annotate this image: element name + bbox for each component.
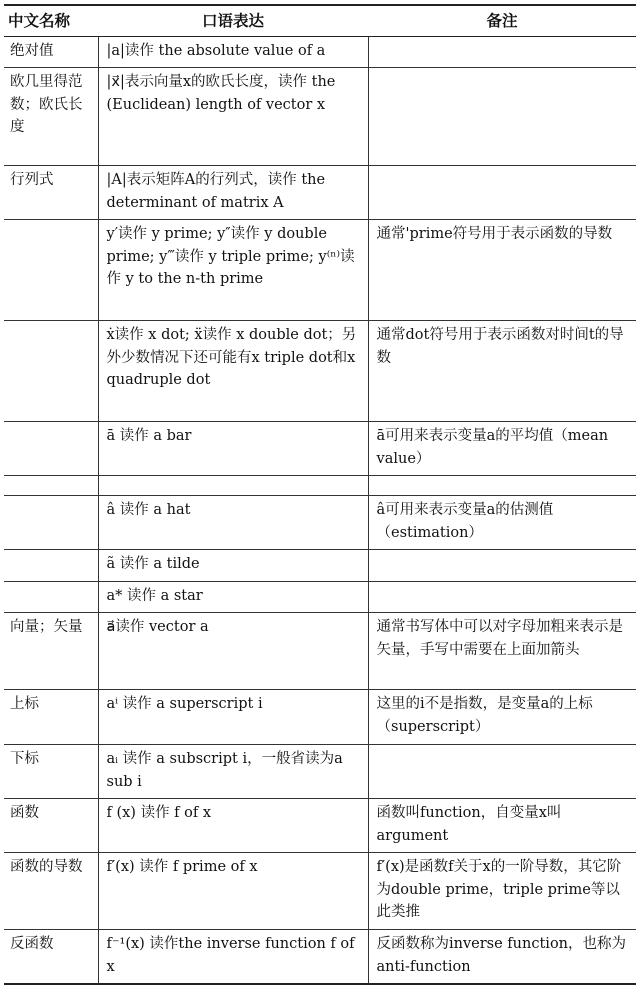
table-row [4,930,636,984]
row-name: 下标 [4,745,98,799]
row-note: ā可用来表示变量a的平均值（mean value） [368,422,636,476]
row-name: 绝对值 [4,37,98,68]
row-name [4,422,98,476]
table-row [4,799,636,853]
row-name: 反函数 [4,930,98,984]
row-expression: ã 读作 a tilde [98,550,368,581]
row-note: 这里的i不是指数，是变量a的上标（superscript） [368,690,636,745]
table-row [4,422,636,476]
row-name: 函数 [4,799,98,853]
table-row [4,690,636,745]
row-name: 向量；矢量 [4,613,98,690]
row-name [4,496,98,550]
row-expression: |a|读作 the absolute value of a [98,37,368,68]
row-note: â可用来表示变量a的估测值（estimation） [368,496,636,550]
header-note: 备注 [368,5,636,37]
row-name [4,581,98,612]
row-expression: a* 读作 a star [98,581,368,612]
table-row [4,37,636,68]
table-row [4,68,636,166]
row-name: 上标 [4,690,98,745]
row-expression: ā 读作 a bar [98,422,368,476]
row-expression: f⁻¹(x) 读作the inverse function f of x [98,930,368,984]
row-note [368,745,636,799]
math-expression-table [4,4,636,985]
row-note [368,581,636,612]
table-row [4,853,636,930]
table-row [4,220,636,321]
row-note: f′(x)是函数f关于x的一阶导数，其它阶为double prime，triple prime等以此类推 [368,853,636,930]
row-note: 反函数称为inverse function，也称为anti-function [368,930,636,984]
table-row [4,166,636,220]
header-expression: 口语表达 [98,5,368,37]
row-note [368,166,636,220]
row-name: 函数的导数 [4,853,98,930]
table-row [4,745,636,799]
row-name [4,220,98,321]
row-name [4,550,98,581]
row-expression: y′读作 y prime; y″读作 y double prime; y‴读作 y triple prime; y⁽ⁿ⁾读作 y to the n-th prime [98,220,368,321]
row-note [368,68,636,166]
row-expression: a⃗读作 vector a [98,613,368,690]
row-note: 通常'prime符号用于表示函数的导数 [368,220,636,321]
row-expression: aⁱ 读作 a superscript i [98,690,368,745]
row-expression: |x⃗|表示向量x的欧氏长度，读作 the (Euclidean) length of vector x [98,68,368,166]
table-row [4,550,636,581]
row-note: 通常dot符号用于表示函数对时间t的导数 [368,321,636,422]
row-expression: â 读作 a hat [98,496,368,550]
row-expression: aᵢ 读作 a subscript i，一般省读为a sub i [98,745,368,799]
header-row [4,5,636,37]
row-note [368,550,636,581]
header-name: 中文名称 [4,5,98,37]
table-row [4,496,636,550]
table-row [4,581,636,612]
row-note: 函数叫function，自变量x叫argument [368,799,636,853]
row-expression: f′(x) 读作 f prime of x [98,853,368,930]
row-name: 行列式 [4,166,98,220]
row-note [368,37,636,68]
table-row [4,321,636,422]
row-name: 欧几里得范数；欧氏长度 [4,68,98,166]
table-spacer-row [4,476,636,496]
row-expression: f (x) 读作 f of x [98,799,368,853]
row-note: 通常书写体中可以对字母加粗来表示是矢量，手写中需要在上面加箭头 [368,613,636,690]
row-name [4,321,98,422]
table-row [4,613,636,690]
row-expression: ẋ读作 x dot; ẍ读作 x double dot；另外少数情况下还可能有x triple dot和x quadruple dot [98,321,368,422]
row-expression: |A|表示矩阵A的行列式，读作 the determinant of matrix A [98,166,368,220]
